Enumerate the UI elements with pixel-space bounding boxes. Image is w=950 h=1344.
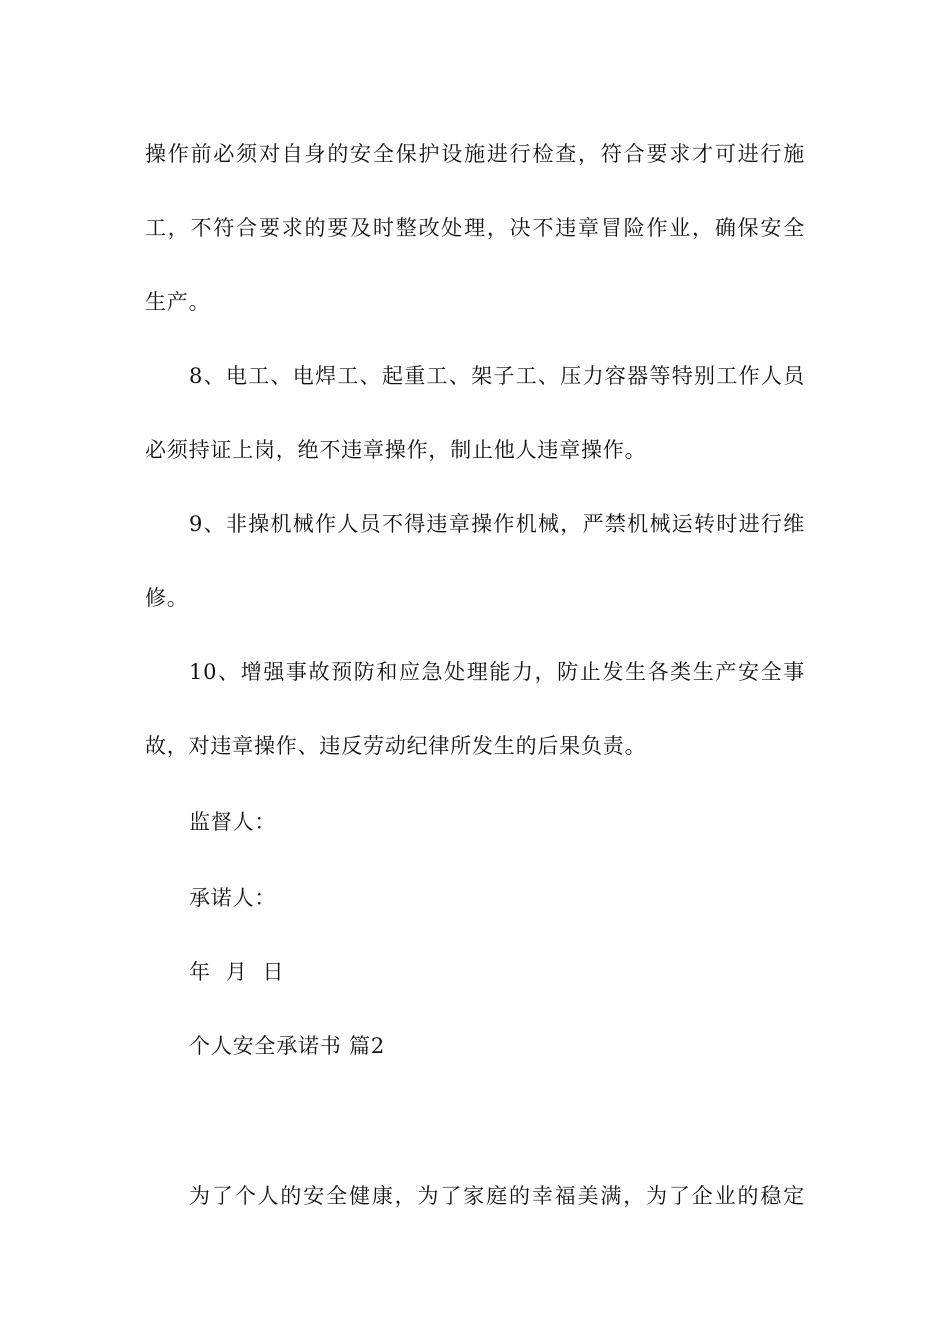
promisor-label: 承诺人： [189, 886, 277, 910]
section-title: 个人安全承诺书 篇2 [189, 1034, 386, 1058]
clause-10-line-1: 10、增强事故预防和应急处理能力，防止发生各类生产安全事 [189, 660, 805, 684]
paragraph-line-3: 生产。 [145, 290, 211, 314]
paragraph-line-1: 操作前必须对自身的安全保护设施进行检查，符合要求才可进行施 [145, 142, 805, 166]
clause-9-line-1: 9、非操机械作人员不得违章操作机械，严禁机械运转时进行维 [189, 512, 805, 536]
section-2-paragraph-line-1: 为了个人的安全健康，为了家庭的幸福美满，为了企业的稳定 [189, 1184, 805, 1208]
supervisor-label: 监督人： [189, 810, 277, 834]
paragraph-line-2: 工，不符合要求的要及时整改处理，决不违章冒险作业，确保安全 [145, 216, 805, 240]
clause-8-line-2: 必须持证上岗，绝不违章操作，制止他人违章操作。 [145, 438, 647, 462]
clause-10-line-2: 故，对违章操作、违反劳动纪律所发生的后果负责。 [145, 734, 647, 758]
clause-8-line-1: 8、电工、电焊工、起重工、架子工、压力容器等特别工作人员 [189, 364, 805, 388]
date-line: 年 月 日 [189, 960, 285, 984]
clause-9-line-2: 修。 [145, 586, 189, 610]
